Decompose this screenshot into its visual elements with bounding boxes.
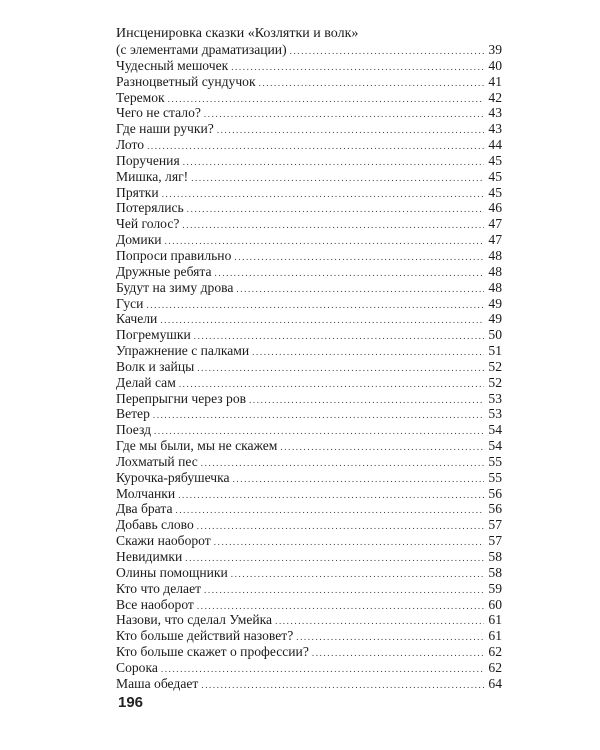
toc-entry-title: Качели (116, 311, 158, 327)
toc-entry (116, 343, 502, 359)
toc-entry-title: (с элементами драматизации) (116, 42, 287, 57)
toc-entry-page: 56 (488, 485, 502, 501)
toc-dot-leader (201, 456, 484, 472)
toc-entry-title: Будут на зиму дрова (116, 279, 234, 295)
toc-entry-title: Лохматый пес (116, 453, 198, 469)
toc-entry (116, 248, 502, 264)
toc-entry (116, 549, 502, 565)
toc-entry (116, 581, 502, 597)
toc-dot-leader (146, 298, 484, 314)
toc-entry-title: Ветер (116, 406, 150, 422)
toc-entry-title: Невидимки (116, 549, 183, 564)
toc-entry-page: 57 (488, 533, 502, 549)
toc-dot-leader (153, 408, 484, 424)
toc-dot-leader (204, 107, 484, 123)
toc-entry (116, 216, 502, 232)
toc-entry-title: Где наши ручки? (116, 121, 214, 137)
toc-entry-title: Чудесный мешочек (116, 57, 229, 73)
toc-entry-title: Попроси правильно (116, 247, 232, 263)
toc-dot-leader (204, 583, 484, 599)
toc-entry-title: Прятки (116, 184, 159, 200)
toc-entry (116, 121, 502, 137)
toc-entry-page: 50 (488, 327, 502, 343)
toc-entry (116, 406, 502, 422)
toc-entry (116, 58, 502, 74)
toc-entry-title: Лото (116, 137, 145, 153)
toc-entry (116, 280, 502, 296)
toc-entry (116, 200, 502, 216)
toc-entry-page: 48 (488, 247, 502, 263)
toc-entry-title: Волк и зайцы (116, 358, 195, 374)
toc-entry-page: 61 (488, 612, 502, 628)
toc-entry (116, 628, 502, 644)
toc-entry (116, 153, 502, 169)
toc-entry (116, 185, 502, 201)
toc-entry-page: 54 (488, 422, 502, 438)
toc-dot-leader (280, 440, 484, 456)
toc-entry (116, 501, 502, 517)
toc-entry (116, 660, 502, 676)
toc-entry-title: Дружные ребята (116, 263, 212, 279)
toc-entry-page: 51 (488, 343, 502, 359)
toc-entry (116, 597, 502, 613)
toc-dot-leader (296, 630, 484, 646)
toc-dot-leader (161, 662, 484, 678)
toc-entry-title: Теремок (116, 89, 165, 105)
toc-entry-title: Молчанки (116, 485, 176, 501)
toc-dot-leader (197, 361, 484, 377)
toc-entry-page: 61 (488, 628, 502, 644)
toc-entry-page: 56 (488, 501, 502, 517)
toc-entry (116, 470, 502, 486)
toc-dot-leader (168, 92, 484, 108)
toc-dot-leader (312, 646, 484, 662)
toc-entry-title: Олины помощники (116, 564, 228, 580)
toc-entry-title: Кто больше действий назовет? (116, 628, 294, 644)
toc-entry-page: 54 (488, 438, 502, 454)
toc-dot-leader (234, 250, 484, 266)
toc-entry-page: 55 (488, 469, 502, 485)
toc-entry-page: 49 (488, 311, 502, 327)
toc-entry-title: Поезд (116, 422, 152, 438)
toc-entry-page: 55 (488, 453, 502, 469)
toc-entry-page: 44 (488, 137, 502, 153)
toc-entry-page: 40 (488, 57, 502, 73)
toc-dot-leader (233, 472, 484, 488)
toc-entry-title: Мишка, ляг! (116, 168, 189, 184)
toc-entry-title: Маша обедает (116, 675, 199, 691)
toc-entry (116, 565, 502, 581)
toc-entry-title: Где мы были, мы не скажем (116, 438, 278, 454)
toc-entry-page: 48 (488, 263, 502, 279)
toc-entry-page: 43 (488, 121, 502, 137)
toc-entry-title: Сорока (116, 659, 158, 675)
toc-entry-title: Курочка-рябушечка (116, 469, 230, 485)
toc-entry (116, 105, 502, 121)
toc-entry (116, 74, 502, 90)
toc-dot-leader (147, 139, 484, 155)
toc-dot-leader (201, 678, 484, 694)
toc-heading: Инсценировка сказки «Козлятки и волк» (116, 26, 359, 41)
toc-dot-leader (231, 60, 484, 76)
toc-entry (116, 311, 502, 327)
toc-entry (116, 438, 502, 454)
toc-dot-leader (191, 171, 484, 187)
toc-dot-leader (215, 266, 484, 282)
toc-entry-page: 43 (488, 105, 502, 121)
toc-entry-page: 53 (488, 406, 502, 422)
toc-entry-title: Гуси (116, 295, 144, 311)
toc-entry-title: Все наоборот (116, 596, 194, 612)
toc-entry-page: 58 (488, 549, 502, 564)
toc-entry (116, 486, 502, 502)
toc-dot-leader (217, 123, 484, 139)
toc-entry-page: 45 (488, 168, 502, 184)
toc-dot-leader (214, 535, 484, 551)
toc-entry-page: 62 (488, 659, 502, 675)
toc-entry-title: Два брата (116, 501, 173, 517)
toc-entry-page: 47 (488, 216, 502, 232)
toc-entry (116, 517, 502, 533)
toc-entry-page: 58 (488, 564, 502, 580)
toc-dot-leader (259, 76, 484, 92)
toc-entry (116, 359, 502, 375)
toc-entry-page: 53 (488, 390, 502, 406)
toc-entry (116, 375, 502, 391)
toc-entry (116, 137, 502, 153)
toc-dot-leader (185, 551, 484, 567)
toc-entry (116, 327, 502, 343)
toc-entry (116, 422, 502, 438)
toc-entry-title: Упражнение с палками (116, 343, 250, 359)
toc-entry-title: Разноцветный сундучок (116, 73, 256, 89)
toc-entry (116, 90, 502, 106)
toc-entry-page: 48 (488, 279, 502, 295)
page-number: 196 (118, 694, 144, 711)
toc-entry-page: 59 (488, 580, 502, 596)
toc-entry (116, 533, 502, 549)
toc-dot-leader (187, 202, 484, 218)
toc-entry-page: 46 (488, 200, 502, 216)
toc-list (116, 42, 502, 692)
toc-dot-leader (175, 503, 484, 519)
toc-entry-page: 42 (488, 89, 502, 105)
toc-dot-leader (231, 567, 484, 583)
toc-dot-leader (182, 218, 484, 234)
toc-entry-title: Чей голос? (116, 216, 180, 232)
toc-entry-page: 62 (488, 644, 502, 660)
toc-entry (116, 644, 502, 660)
toc-entry-page: 45 (488, 152, 502, 168)
toc-dot-leader (183, 155, 484, 171)
toc-entry-title: Чего не стало? (116, 105, 201, 121)
toc-entry-title: Погремушки (116, 327, 191, 343)
toc-entry-page: 49 (488, 295, 502, 311)
toc-entry-title: Скажи наоборот (116, 533, 211, 549)
toc-entry-page: 64 (488, 675, 502, 691)
toc-entry-page: 52 (488, 374, 502, 390)
toc-dot-leader (252, 345, 484, 361)
toc-dot-leader (290, 44, 484, 60)
toc-entry (116, 676, 502, 692)
toc-entry-title: Потерялись (116, 200, 184, 216)
toc-entry (116, 296, 502, 312)
toc-entry-page: 41 (488, 73, 502, 89)
toc-entry (116, 612, 502, 628)
toc-entry-title: Перепрыгни через ров (116, 390, 247, 406)
toc-entry (116, 232, 502, 248)
toc-entry (116, 454, 502, 470)
toc-entry-page: 60 (488, 596, 502, 612)
toc-entry-page: 52 (488, 358, 502, 374)
toc-entry-page: 45 (488, 184, 502, 200)
toc-entry-title: Домики (116, 232, 162, 248)
toc-entry-title: Добавь слово (116, 517, 194, 533)
toc-entry-page: 39 (488, 42, 502, 57)
toc-entry-title: Поручения (116, 152, 180, 168)
toc-entry-title: Назови, что сделал Умейка (116, 612, 273, 628)
toc-entry (116, 42, 502, 58)
toc-dot-leader (178, 488, 484, 504)
toc-dot-leader (160, 313, 484, 329)
toc-dot-leader (162, 187, 484, 203)
toc-dot-leader (236, 282, 484, 298)
toc-dot-leader (197, 519, 484, 535)
toc-dot-leader (249, 393, 484, 409)
toc-entry (116, 391, 502, 407)
toc-entry-page: 57 (488, 517, 502, 533)
table-of-contents (116, 26, 502, 692)
toc-entry (116, 169, 502, 185)
toc-dot-leader (275, 614, 484, 630)
toc-entry-title: Делай сам (116, 374, 176, 390)
toc-entry-title: Кто что делает (116, 580, 202, 596)
toc-entry-page: 47 (488, 232, 502, 248)
toc-entry-title: Кто больше скажет о профессии? (116, 644, 309, 660)
toc-entry (116, 264, 502, 280)
